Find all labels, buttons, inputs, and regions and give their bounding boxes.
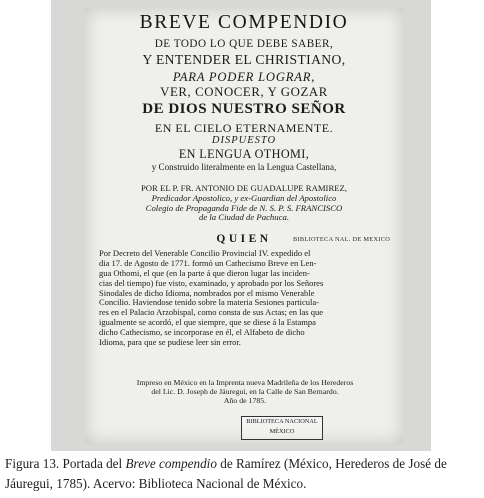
paragraph-line: Por Decreto del Venerable Concilio Provincial IV. expedido el xyxy=(99,248,311,258)
author-line: Colegio de Propaganda Fide de N. S. P. S. FRANCISCO xyxy=(145,202,343,213)
figure-caption xyxy=(5,454,481,493)
title-line-6: DE DIOS NUESTRO SEÑOR xyxy=(142,101,346,117)
author-line: POR EL P. FR. ANTONIO DE GUADALUPE RAMIREZ, xyxy=(140,183,348,193)
caption-italic-title: Breve compendio xyxy=(125,456,217,471)
paragraph-line: dia 17. de Agosto de 1771. formó un Cathecismo Breve en Len- xyxy=(99,257,317,268)
title-line-3: Y ENTENDER EL CHRISTIANO, xyxy=(142,52,346,67)
quien-heading: QUIEN xyxy=(216,233,272,245)
title-line-8: DISPUESTO xyxy=(211,135,277,146)
paragraph-line: Concilio. Haviendose tenido sobre la materia Sesiones particula- xyxy=(99,297,319,308)
imprint-block xyxy=(105,378,385,406)
title-line-10: y Construido literalmente en la Lengua Castellana, xyxy=(151,162,337,172)
document-photograph xyxy=(51,0,431,451)
author-line: Predicador Apostolico, y ex-Guardian del Apostolico xyxy=(151,192,337,203)
paragraph-line: dicho Cathecismo, se incorporase en él, el Alfabeto de dicho xyxy=(99,327,305,338)
paragraph-line: res en el Palacio Arzobispal, como consta de sus Actas; en las que xyxy=(99,307,324,318)
title-line-4: PARA PODER LOGRAR, xyxy=(172,70,316,84)
imprint-line: del Lic. D. Joseph de Jáuregui, en la Calle de San Bernardo. xyxy=(151,387,339,397)
decree-paragraph xyxy=(99,249,395,348)
caption-text: Figura 13. Portada del xyxy=(5,456,126,471)
author-line: de la Ciudad de Pachuca. xyxy=(199,212,289,223)
imprint-line: Año de 1785. xyxy=(223,396,267,406)
stamp-line: MÉXICO xyxy=(269,428,295,435)
title-line-9: EN LENGUA OTHOMI, xyxy=(178,147,310,161)
caption-text-rest: de Ramírez (México, Herederos de José de Jáuregui, 1785). Acervo: Biblioteca Nacional de México. xyxy=(5,456,447,491)
library-stamp-top: BIBLIOTECA NAL. DE MEXICO xyxy=(293,236,391,243)
paragraph-line: igualmente se acordó, el que siempre, que se diese á la Estampa xyxy=(99,317,316,328)
title-line-5: VER, CONOCER, Y GOZAR xyxy=(160,85,328,99)
paragraph-line: Idioma, para que se pudiese leer sin error. xyxy=(99,337,241,348)
paragraph-line: Sinodales de dicho Idioma, nombrados por el mismo Venerable xyxy=(99,287,315,298)
stamp-line: BIBLIOTECA NACIONAL xyxy=(246,418,318,425)
book-title: BREVE COMPENDIO xyxy=(139,12,349,33)
paragraph-line: cias del tiempo) fue visto, examinado, y aprobado por los Señores xyxy=(99,277,324,288)
title-page xyxy=(85,8,403,444)
library-stamp-bottom xyxy=(241,416,323,440)
title-line-2: DE TODO LO QUE DEBE SABER, xyxy=(154,38,334,50)
imprint-line: Impreso en México en la Imprenta nueva Madrileña de los Herederos xyxy=(136,378,354,387)
author-block xyxy=(99,184,389,223)
title-line-7: EN EL CIELO ETERNAMENTE. xyxy=(154,121,334,135)
paragraph-line: gua Othomi, el que (en la parte á que dieron lugar las inciden- xyxy=(99,267,310,278)
